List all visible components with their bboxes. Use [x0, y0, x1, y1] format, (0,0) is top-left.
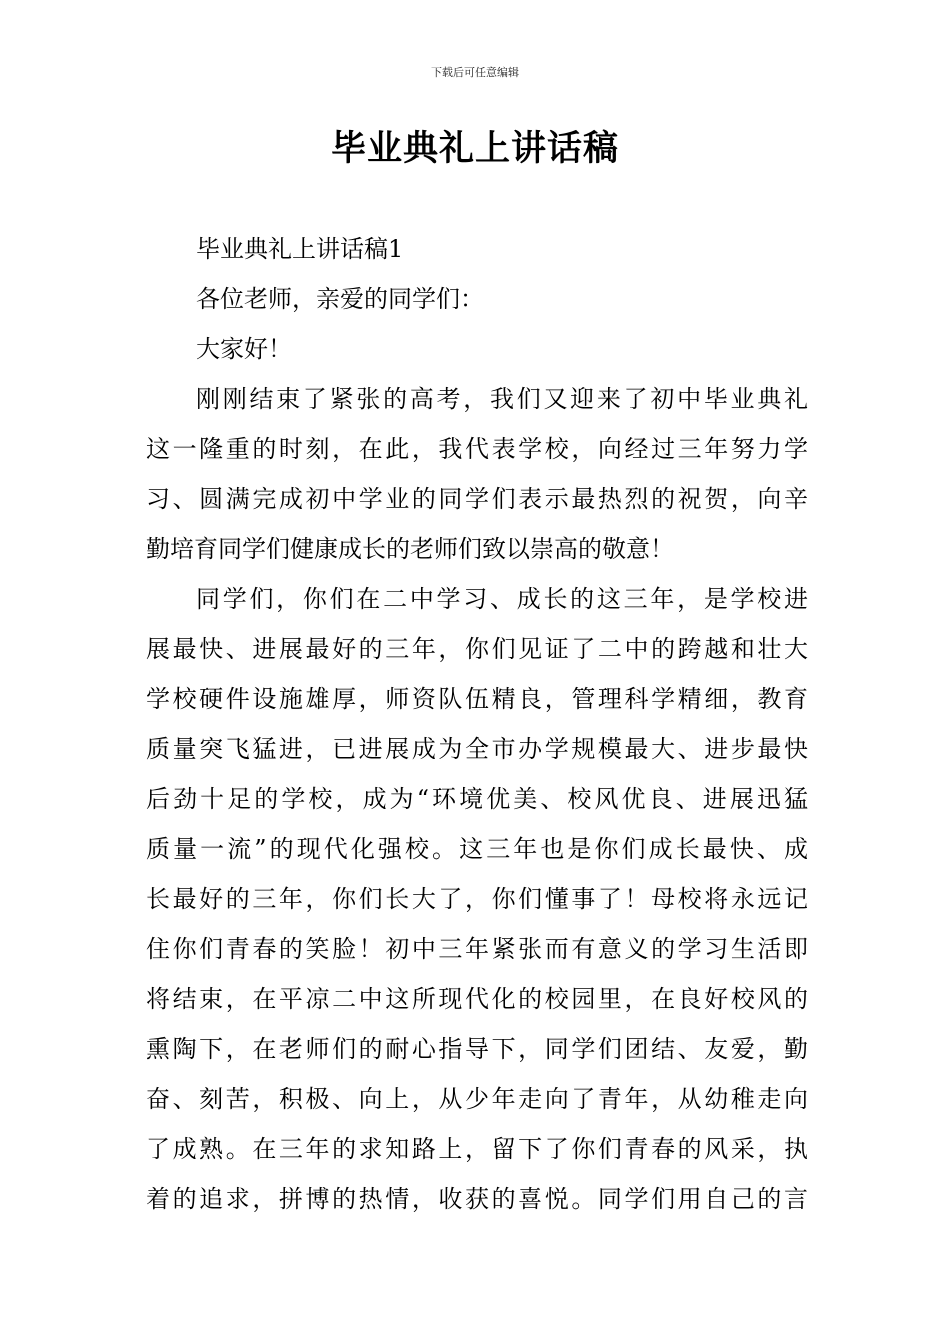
text-line: 长最好的三年，你们长大了，你们懂事了！母校将永远记: [146, 885, 808, 913]
text-line: 住你们青春的笑脸！初中三年紧张而有意义的学习生活即: [146, 935, 808, 963]
text-line: 学校硬件设施雄厚，师资队伍精良，管理科学精细，教育: [146, 685, 808, 713]
text-line: 习、圆满完成初中学业的同学们表示最热烈的祝贺，向辛: [146, 485, 808, 513]
text-line: 将结束，在平凉二中这所现代化的校园里，在良好校风的: [146, 985, 808, 1013]
text-line: 各位老师，亲爱的同学们：: [196, 285, 484, 313]
text-line: 刚刚结束了紧张的高考，我们又迎来了初中毕业典礼: [196, 385, 808, 413]
text-line: 大家好！: [196, 335, 292, 363]
text-line: 展最快、进展最好的三年，你们见证了二中的跨越和壮大: [146, 635, 808, 663]
header-note: 下载后可任意编辑: [431, 66, 519, 79]
text-line: 同学们，你们在二中学习、成长的这三年，是学校进: [196, 585, 808, 613]
text-line: 熏陶下，在老师们的耐心指导下，同学们团结、友爱，勤: [146, 1035, 808, 1063]
text-line: 质量一流”的现代化强校。这三年也是你们成长最快、成: [146, 835, 808, 863]
text-line: 勤培育同学们健康成长的老师们致以崇高的敬意！: [146, 535, 674, 563]
text-line: 质量突飞猛进，已进展成为全市办学规模最大、进步最快: [146, 735, 808, 763]
text-line: 毕业典礼上讲话稿1: [196, 235, 404, 263]
text-line: 后劲十足的学校，成为“环境优美、校风优良、进展迅猛: [146, 785, 808, 813]
text-line: 着的追求，拼博的热情，收获的喜悦。同学们用自己的言: [146, 1185, 808, 1213]
document-body: [146, 224, 808, 1224]
text-line: 奋、刻苦，积极、向上，从少年走向了青年，从幼稚走向: [146, 1085, 808, 1113]
text-line: 这一隆重的时刻，在此，我代表学校，向经过三年努力学: [146, 435, 808, 463]
text-line: 了成熟。在三年的求知路上，留下了你们青春的风采，执: [146, 1135, 808, 1163]
document-title: 毕业典礼上讲话稿: [330, 128, 619, 169]
